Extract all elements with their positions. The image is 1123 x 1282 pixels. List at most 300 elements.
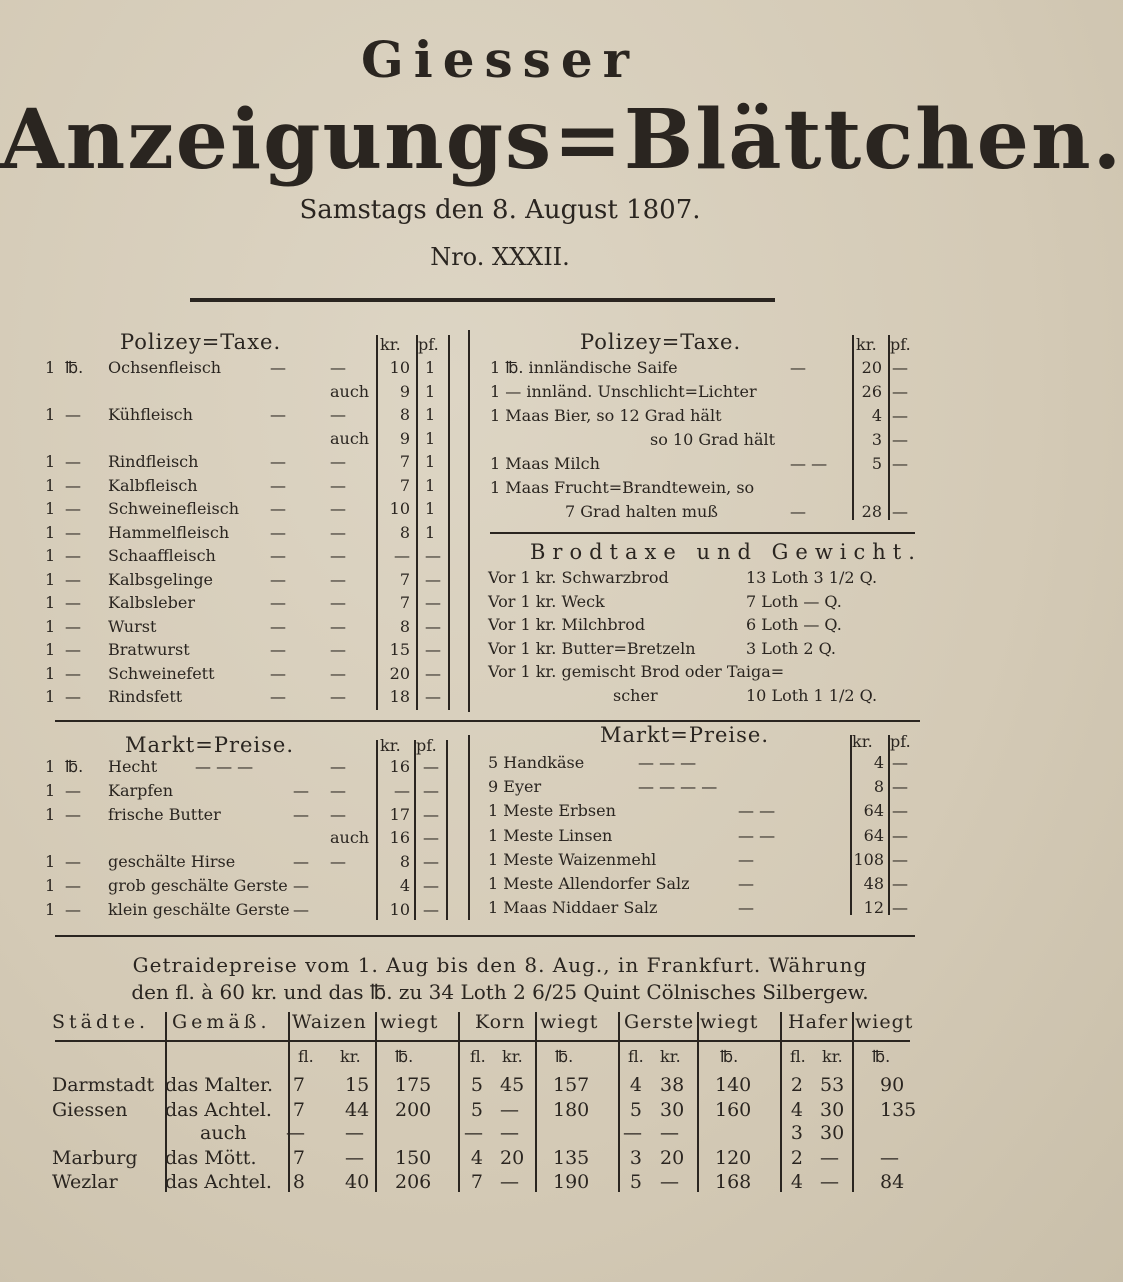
table-row bbox=[45, 898, 455, 922]
row-dash1: — — — bbox=[195, 757, 254, 776]
row-text: 1 ℔. innländische Saife bbox=[490, 358, 678, 377]
row-dash2: — bbox=[330, 475, 346, 495]
getraide-header-wiegt: wiegt bbox=[540, 1011, 599, 1033]
getraide-col-line bbox=[375, 1012, 377, 1192]
row-dash1: — bbox=[270, 569, 286, 589]
row-text: 1 Meste Erbsen bbox=[488, 801, 616, 821]
getraide-cell-g_lb: 140 bbox=[715, 1074, 752, 1096]
table-row bbox=[490, 452, 920, 476]
row-item: Schweinefett bbox=[108, 663, 215, 683]
row-kr: 7 bbox=[399, 475, 410, 495]
polizey-right-col-pf: pf. bbox=[890, 335, 911, 354]
row-pf: — bbox=[892, 753, 908, 772]
table-row bbox=[488, 660, 918, 684]
row-qty: 1 bbox=[45, 640, 56, 659]
row-item: Kalbsgelinge bbox=[108, 569, 214, 589]
row-kr: 4 bbox=[871, 406, 882, 425]
row-dash1: — bbox=[270, 687, 286, 706]
getraide-cell-g_kr: — bbox=[660, 1122, 679, 1144]
table-row bbox=[45, 874, 455, 898]
row-qty: 1 bbox=[45, 616, 56, 636]
row-dash1: — bbox=[270, 546, 286, 565]
getraide-cell-g_fl: 5 bbox=[629, 1099, 642, 1121]
table-row bbox=[490, 500, 920, 524]
getraide-cell-k_fl: 5 bbox=[470, 1074, 483, 1096]
row-text: Vor 1 kr. Milchbrod bbox=[488, 615, 646, 634]
row-dash2: — bbox=[330, 569, 346, 589]
getraide-cell-w_kr: — bbox=[345, 1147, 364, 1169]
getraide-cell-h_fl: 4 bbox=[790, 1171, 803, 1193]
row-item: Karpfen bbox=[108, 780, 174, 800]
row-item: Wurst bbox=[108, 616, 157, 636]
row-dash: — — — bbox=[638, 753, 697, 772]
row-pf: — bbox=[425, 687, 441, 706]
row-kr: 4 bbox=[873, 753, 884, 772]
row-dash2: — bbox=[330, 593, 346, 612]
row-kr: 9 bbox=[399, 381, 410, 401]
row-dash: — — bbox=[738, 825, 776, 845]
row-qty: 1 bbox=[45, 780, 56, 800]
section-divider-vertical-bottom bbox=[468, 735, 470, 920]
table-row bbox=[45, 826, 455, 850]
row-qty: 1 bbox=[45, 499, 56, 518]
row-kr: 3 bbox=[871, 430, 882, 449]
row-kr: 48 bbox=[863, 874, 884, 893]
getraide-header-wiegt: wiegt bbox=[380, 1011, 439, 1033]
getraide-header-staedte: Städte. bbox=[52, 1011, 150, 1033]
row-pf: 1 bbox=[425, 452, 436, 471]
table-row bbox=[488, 775, 918, 799]
section-divider-vertical-top bbox=[468, 330, 470, 712]
row-kr: 8 bbox=[399, 522, 410, 542]
table-row bbox=[490, 380, 920, 404]
getraide-header-gemaes: Gemäß. bbox=[172, 1011, 271, 1033]
section-divider-horizontal bbox=[55, 720, 920, 722]
row-dash1: — bbox=[270, 663, 286, 683]
row-kr: 20 bbox=[861, 358, 882, 377]
table-row bbox=[45, 803, 455, 827]
row-item: Hammelfleisch bbox=[108, 522, 230, 542]
getraide-cell-w_kr: — bbox=[345, 1122, 364, 1144]
row-text: 1 Maas Niddaer Salz bbox=[488, 898, 658, 918]
row-item: grob geschälte Gerste bbox=[108, 876, 288, 895]
row-pf: 1 bbox=[425, 405, 436, 424]
row-pf: — bbox=[892, 825, 908, 845]
getraide-col-line bbox=[535, 1012, 537, 1192]
getraide-subheader-kr: kr. bbox=[822, 1047, 843, 1066]
table-row bbox=[45, 779, 455, 803]
row-qty: 1 bbox=[45, 405, 56, 424]
getraide-cell-w_kr: 44 bbox=[345, 1099, 370, 1121]
row-kr: 8 bbox=[399, 616, 410, 636]
table-row bbox=[45, 427, 455, 451]
row-item: Kalbfleisch bbox=[108, 475, 198, 495]
getraide-cell-h_fl: 3 bbox=[790, 1122, 803, 1144]
row-dash2: — bbox=[330, 499, 346, 518]
row-kr: 8 bbox=[873, 777, 884, 797]
polizey-left-col-pf: pf. bbox=[418, 335, 439, 354]
row-dash: — bbox=[790, 502, 806, 521]
getraide-cell-g_fl: 3 bbox=[629, 1147, 642, 1169]
row-qty: 1 bbox=[45, 522, 56, 542]
row-pf: — bbox=[425, 546, 441, 565]
row-item: geschälte Hirse bbox=[108, 852, 236, 872]
getraide-cell-w_kr: 15 bbox=[345, 1074, 370, 1096]
row-text: 1 Meste Waizenmehl bbox=[488, 849, 657, 869]
getraide-cell-k_fl: — bbox=[464, 1122, 483, 1144]
table-row bbox=[488, 896, 918, 920]
row-qty: 1 bbox=[45, 475, 56, 495]
row-kr: — bbox=[394, 780, 410, 800]
row-dash2: — bbox=[330, 452, 346, 471]
issue-number: Nro. XXXII. bbox=[430, 243, 570, 271]
table-row bbox=[45, 755, 455, 779]
row-pf: — bbox=[423, 804, 439, 824]
getraide-cell-k_fl: 4 bbox=[470, 1147, 483, 1169]
table-row bbox=[45, 615, 455, 639]
getraide-header-hafer: Hafer bbox=[788, 1011, 849, 1033]
row-dash1: — bbox=[270, 499, 286, 518]
row-text: 1 Maas Milch bbox=[490, 454, 600, 473]
getraide-cell-k_kr: 20 bbox=[500, 1147, 525, 1169]
row-text: scher bbox=[613, 685, 658, 705]
getraide-cell-gemaes: das Mött. bbox=[165, 1147, 257, 1169]
row-dash: — bbox=[738, 874, 754, 893]
table-row bbox=[488, 799, 918, 823]
row-unit: — bbox=[65, 522, 81, 542]
getraide-subheader-lb: ℔. bbox=[872, 1047, 891, 1066]
table-row bbox=[490, 404, 920, 428]
row-pf: 1 bbox=[425, 358, 436, 377]
row-pf: — bbox=[892, 898, 908, 918]
row-pf: — bbox=[423, 757, 439, 776]
row-item: klein geschälte Gerste bbox=[108, 899, 290, 919]
row-pf: — bbox=[892, 430, 908, 449]
row-qty: 1 bbox=[45, 876, 56, 895]
row-weight: 7 Loth — Q. bbox=[746, 591, 842, 611]
getraide-subheader-fl: fl. bbox=[298, 1047, 314, 1066]
row-kr: 16 bbox=[389, 757, 410, 776]
getraide-top-rule bbox=[55, 935, 915, 937]
row-unit: — bbox=[65, 452, 81, 471]
row-kr: 15 bbox=[389, 640, 410, 659]
row-text: 9 Eyer bbox=[488, 777, 542, 797]
row-dash2: — bbox=[330, 405, 346, 424]
table-row bbox=[45, 638, 455, 662]
row-unit: — bbox=[65, 804, 81, 824]
row-pf: — bbox=[892, 502, 908, 521]
row-dash1: — bbox=[293, 852, 309, 872]
row-kr: 9 bbox=[399, 428, 410, 448]
row-dash1: — bbox=[270, 475, 286, 495]
getraide-subheader-fl: fl. bbox=[470, 1047, 486, 1066]
table-row bbox=[45, 591, 455, 615]
markt-left-title: Markt=Preise. bbox=[125, 733, 295, 757]
row-text: Vor 1 kr. gemischt Brod oder Taiga= bbox=[488, 662, 785, 681]
row-unit: — bbox=[65, 780, 81, 800]
table-row bbox=[45, 685, 455, 709]
row-pf: — bbox=[425, 663, 441, 683]
row-kr: 64 bbox=[863, 825, 884, 845]
row-item: Bratwurst bbox=[108, 640, 190, 659]
row-item: frische Butter bbox=[108, 804, 221, 824]
row-dash2: auch bbox=[330, 428, 370, 448]
getraide-cell-w_fl: 7 bbox=[292, 1099, 305, 1121]
row-pf: — bbox=[423, 852, 439, 872]
table-row bbox=[488, 637, 918, 661]
row-kr: 10 bbox=[389, 358, 410, 377]
row-unit: — bbox=[65, 499, 81, 518]
table-row bbox=[490, 476, 920, 500]
masthead-title: Anzeigungs=Blättchen. bbox=[0, 92, 1123, 188]
row-kr: 8 bbox=[399, 852, 410, 872]
row-item: Kalbsleber bbox=[108, 593, 196, 612]
getraide-cell-k_kr: — bbox=[500, 1171, 519, 1193]
row-kr: — bbox=[394, 546, 410, 565]
row-text: Vor 1 kr. Butter=Bretzeln bbox=[488, 638, 696, 658]
row-pf: — bbox=[892, 358, 908, 377]
table-row bbox=[488, 824, 918, 848]
row-qty: 1 bbox=[45, 546, 56, 565]
row-text: so 10 Grad hält bbox=[650, 430, 776, 449]
row-unit: — bbox=[65, 405, 81, 424]
row-dash: — bbox=[790, 358, 806, 377]
row-unit: — bbox=[65, 593, 81, 612]
row-kr: 26 bbox=[861, 382, 882, 401]
row-pf: — bbox=[425, 616, 441, 636]
row-pf: — bbox=[892, 382, 908, 401]
row-text: 7 Grad halten muß bbox=[565, 502, 718, 521]
row-qty: 1 bbox=[45, 852, 56, 872]
row-qty: 1 bbox=[45, 804, 56, 824]
markt-left-col-kr: kr. bbox=[380, 736, 401, 755]
row-pf: 1 bbox=[425, 381, 436, 401]
getraide-cell-stadt: Darmstadt bbox=[52, 1074, 155, 1096]
row-kr: 18 bbox=[389, 687, 410, 706]
row-text: 1 Meste Allendorfer Salz bbox=[488, 874, 690, 893]
getraide-col-line bbox=[697, 1012, 699, 1192]
row-weight: 10 Loth 1 1/2 Q. bbox=[746, 685, 878, 705]
row-kr: 28 bbox=[861, 502, 882, 521]
getraide-cell-w_fl: 7 bbox=[292, 1147, 305, 1169]
row-kr: 10 bbox=[389, 499, 410, 518]
row-dash1: — bbox=[270, 405, 286, 424]
getraide-header-wiegt: wiegt bbox=[700, 1011, 759, 1033]
row-pf: 1 bbox=[425, 475, 436, 495]
getraide-col-line bbox=[852, 1012, 854, 1192]
row-kr: 7 bbox=[399, 593, 410, 612]
row-dash1: — bbox=[270, 452, 286, 471]
getraide-header-korn: Korn bbox=[475, 1011, 526, 1033]
getraide-cell-h_kr: 53 bbox=[820, 1074, 845, 1096]
table-row bbox=[488, 613, 918, 637]
getraide-header-waizen: Waizen bbox=[292, 1011, 367, 1033]
row-text: 1 — innländ. Unschlicht=Lichter bbox=[490, 382, 757, 401]
markt-right-col-kr: kr. bbox=[852, 732, 873, 751]
getraide-cell-h_kr: 30 bbox=[820, 1099, 845, 1121]
row-dash1: — bbox=[270, 616, 286, 636]
brodtaxe-title: Brodtaxe und Gewicht. bbox=[530, 540, 922, 564]
row-dash2: auch bbox=[330, 381, 370, 401]
row-weight: 6 Loth — Q. bbox=[746, 615, 842, 634]
row-pf: — bbox=[892, 777, 908, 797]
row-unit: — bbox=[65, 546, 81, 565]
row-dash2: — bbox=[330, 522, 346, 542]
row-pf: 1 bbox=[425, 428, 436, 448]
row-qty: 1 bbox=[45, 687, 56, 706]
table-row bbox=[45, 356, 455, 380]
row-item: Schaaffleisch bbox=[108, 546, 216, 565]
row-unit: — bbox=[65, 852, 81, 872]
getraide-cell-k_kr: 45 bbox=[500, 1074, 525, 1096]
row-unit: ℔. bbox=[65, 757, 84, 776]
getraide-cell-gemaes: das Achtel. bbox=[165, 1099, 272, 1121]
row-dash1: — bbox=[293, 876, 309, 895]
row-text: 5 Handkäse bbox=[488, 753, 585, 772]
getraide-cell-w_fl: — bbox=[286, 1122, 305, 1144]
row-dash: — — bbox=[738, 801, 776, 821]
row-qty: 1 bbox=[45, 899, 56, 919]
getraide-cell-h_kr: — bbox=[820, 1147, 839, 1169]
getraide-cell-g_fl: 5 bbox=[629, 1171, 642, 1193]
getraide-cell-k_kr: — bbox=[500, 1099, 519, 1121]
polizey-left-col-kr: kr. bbox=[380, 335, 401, 354]
getraide-cell-w_lb: 175 bbox=[395, 1074, 432, 1096]
markt-right-col-pf: pf. bbox=[890, 732, 911, 751]
row-pf: — bbox=[423, 780, 439, 800]
getraide-cell-w_kr: 40 bbox=[345, 1171, 370, 1193]
getraide-cell-g_kr: — bbox=[660, 1171, 679, 1193]
row-dash1: — bbox=[270, 358, 286, 377]
table-row bbox=[45, 403, 455, 427]
table-row bbox=[488, 848, 918, 872]
getraide-cell-h_lb: 84 bbox=[880, 1171, 905, 1193]
table-row bbox=[490, 356, 920, 380]
table-row bbox=[45, 521, 455, 545]
row-unit: — bbox=[65, 663, 81, 683]
row-kr: 5 bbox=[871, 454, 882, 473]
row-dash2: — bbox=[330, 757, 346, 776]
row-dash1: — bbox=[270, 640, 286, 659]
getraide-cell-g_lb: 160 bbox=[715, 1099, 752, 1121]
table-row bbox=[45, 850, 455, 874]
row-pf: — bbox=[425, 569, 441, 589]
row-unit: — bbox=[65, 899, 81, 919]
markt-right-title: Markt=Preise. bbox=[600, 723, 770, 747]
getraide-cell-k_fl: 7 bbox=[470, 1171, 483, 1193]
row-pf: — bbox=[423, 899, 439, 919]
row-kr: 16 bbox=[389, 828, 410, 848]
getraide-cell-stadt: Wezlar bbox=[52, 1171, 118, 1193]
getraide-cell-h_fl: 2 bbox=[790, 1074, 803, 1096]
row-item: Kühfleisch bbox=[108, 405, 193, 424]
getraide-subheader-fl: fl. bbox=[628, 1047, 644, 1066]
getraide-heading-line2: den fl. à 60 kr. und das ℔. zu 34 Loth 2 6/25 Quint Cölnisches Silbergew. bbox=[131, 980, 869, 1004]
row-item: Schweinefleisch bbox=[108, 499, 240, 518]
getraide-cell-g_kr: 38 bbox=[660, 1074, 685, 1096]
table-row bbox=[488, 872, 918, 896]
row-qty: 1 bbox=[45, 452, 56, 471]
row-kr: 108 bbox=[853, 849, 884, 869]
row-dash: — bbox=[738, 898, 754, 918]
getraide-cell-h_fl: 4 bbox=[790, 1099, 803, 1121]
row-pf: — bbox=[425, 593, 441, 612]
polizey-right-bottom-rule bbox=[490, 532, 915, 534]
getraide-subheader-kr: kr. bbox=[660, 1047, 681, 1066]
row-dash1: — bbox=[270, 593, 286, 612]
row-dash: — bbox=[738, 849, 754, 869]
getraide-cell-g_lb: 120 bbox=[715, 1147, 752, 1169]
row-kr: 10 bbox=[389, 899, 410, 919]
table-row bbox=[45, 450, 455, 474]
row-weight: 13 Loth 3 1/2 Q. bbox=[746, 568, 878, 587]
getraide-cell-w_lb: 206 bbox=[395, 1171, 432, 1193]
row-dash2: — bbox=[330, 640, 346, 659]
row-pf: — bbox=[892, 849, 908, 869]
row-kr: 12 bbox=[863, 898, 884, 918]
row-kr: 17 bbox=[389, 804, 410, 824]
markt-left-col-pf: pf. bbox=[416, 736, 437, 755]
getraide-header-gerste: Gerste bbox=[624, 1011, 695, 1033]
getraide-subheader-fl: fl. bbox=[790, 1047, 806, 1066]
row-item: Hecht bbox=[108, 757, 158, 776]
issue-date: Samstags den 8. August 1807. bbox=[299, 195, 701, 225]
row-pf: 1 bbox=[425, 499, 436, 518]
row-pf: — bbox=[892, 874, 908, 893]
row-text: 1 Maas Bier, so 12 Grad hält bbox=[490, 406, 722, 425]
table-row bbox=[45, 474, 455, 498]
table-row bbox=[45, 568, 455, 592]
row-qty: 1 bbox=[45, 569, 56, 589]
getraide-cell-gemaes: auch bbox=[200, 1122, 247, 1144]
row-dash1: — bbox=[293, 804, 309, 824]
row-dash: — — — — bbox=[638, 777, 718, 797]
getraide-cell-gemaes: das Achtel. bbox=[165, 1171, 272, 1193]
table-row bbox=[45, 497, 455, 521]
row-dash2: — bbox=[330, 780, 346, 800]
row-dash2: — bbox=[330, 852, 346, 872]
getraide-cell-k_lb: 180 bbox=[553, 1099, 590, 1121]
table-row bbox=[45, 380, 455, 404]
row-unit: — bbox=[65, 475, 81, 495]
getraide-cell-gemaes: das Malter. bbox=[165, 1074, 274, 1096]
getraide-subheader-lb: ℔. bbox=[720, 1047, 739, 1066]
getraide-cell-k_kr: — bbox=[500, 1122, 519, 1144]
row-text: 1 Maas Frucht=Brandtewein, so bbox=[490, 478, 755, 497]
row-unit: — bbox=[65, 640, 81, 659]
row-unit: — bbox=[65, 569, 81, 589]
row-dash2: — bbox=[330, 687, 346, 706]
row-pf: 1 bbox=[425, 522, 436, 542]
row-dash1: — bbox=[293, 780, 309, 800]
row-item: Ochsenfleisch bbox=[108, 358, 222, 377]
row-pf: — bbox=[892, 454, 908, 473]
row-pf: — bbox=[425, 640, 441, 659]
getraide-cell-k_lb: 190 bbox=[553, 1171, 590, 1193]
row-pf: — bbox=[423, 828, 439, 848]
row-dash2: — bbox=[330, 663, 346, 683]
row-text: 1 Meste Linsen bbox=[488, 825, 613, 845]
row-text: Vor 1 kr. Weck bbox=[488, 591, 605, 611]
row-dash2: — bbox=[330, 804, 346, 824]
getraide-cell-g_kr: 20 bbox=[660, 1147, 685, 1169]
getraide-cell-h_fl: 2 bbox=[790, 1147, 803, 1169]
getraide-cell-w_fl: 7 bbox=[292, 1074, 305, 1096]
table-row bbox=[488, 751, 918, 775]
row-dash2: auch bbox=[330, 828, 370, 848]
row-kr: 64 bbox=[863, 801, 884, 821]
getraide-cell-w_fl: 8 bbox=[292, 1171, 305, 1193]
